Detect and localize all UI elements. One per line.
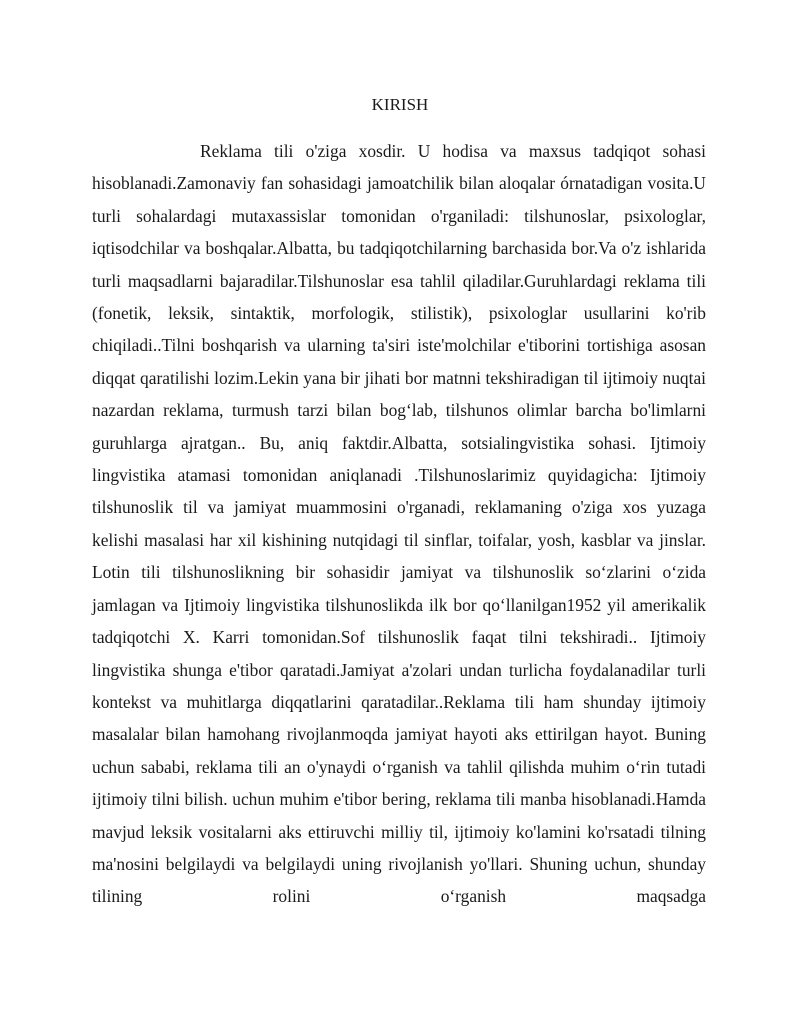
- page-title: KIRISH: [371, 95, 429, 114]
- body-paragraph: Reklama tili o'ziga xosdir. U hodisa va maxsus tadqiqot sohasi hisoblanadi.Zamonaviy fan sohasidagi jamoatchilik bilan aloqalar órnatadigan vosita.U turli sohalardagi mutaxassislar tomonidan o'rganiladi: tilshunoslar, psixologlar, iqtisodchilar va boshqalar.Albatta, bu tadqiqotchilarning barchasida bor.Va o'z ishlarida turli maqsadlarni bajaradilar.Tilshunoslar esa tahlil qiladilar.Guruhlardagi reklama tili (fonetik, leksik, sintaktik, morfologik, stilistik), psixologlar usullarini ko'rib chiqiladi..Tilni boshqarish va ularning ta'siri iste'molchilar e'tiborini tortishiga asosan diqqat qaratilishi lozim.Lekin yana bir jihati bor matnni tekshiradigan til ijtimoiy nuqtai nazardan reklama, turmush tarzi bilan bog‘lab, tilshunos olimlar barcha bo'limlarni guruhlarga ajratgan.. Bu, aniq faktdir.Albatta, sotsialingvistika sohasi. Ijtimoiy lingvistika atamasi tomonidan aniqlanadi .Tilshunoslarimiz quyidagicha: Ijtimoiy tilshunoslik til va jamiyat muammosini o'rganadi, reklamaning o'ziga xos yuzaga kelishi masalasi har xil kishining nutqidagi til sinflar, toifalar, yosh, kasblar va jinslar. Lotin tili tilshunoslikning bir sohasidir jamiyat va tilshunoslik so‘zlarini o‘zida jamlagan va Ijtimoiy lingvistika tilshunoslikda ilk bor qo‘llanilgan1952 yil amerikalik tadqiqotchi X. Karri tomonidan.Sof tilshunoslik faqat tilni tekshiradi.. Ijtimoiy lingvistika shunga e'tibor qaratadi.Jamiyat a'zolari undan turlicha foydalanadilar turli kontekst va muhitlarga diqqatlarini qaratadilar..Reklama tili ham shunday ijtimoiy masalalar bilan hamohang rivojlanmoqda jamiyat hayoti aks ettirilgan hayot. Buning uchun sababi, reklama tili an o'ynaydi o‘rganish va tahlil qilishda muhim o‘rin tutadi ijtimoiy tilni bilish. uchun muhim e'tibor bering, reklama tili manba hisoblanadi.Hamda mavjud leksik vositalarni aks ettiruvchi milliy til, ijtimoiy ko'lamini ko'rsatadi tilning ma'nosini belgilaydi va belgilaydi uning rivojlanish yo'llari. Shuning uchun, shunday tilining rolini o‘rganish maqsadga: [92, 141, 706, 907]
